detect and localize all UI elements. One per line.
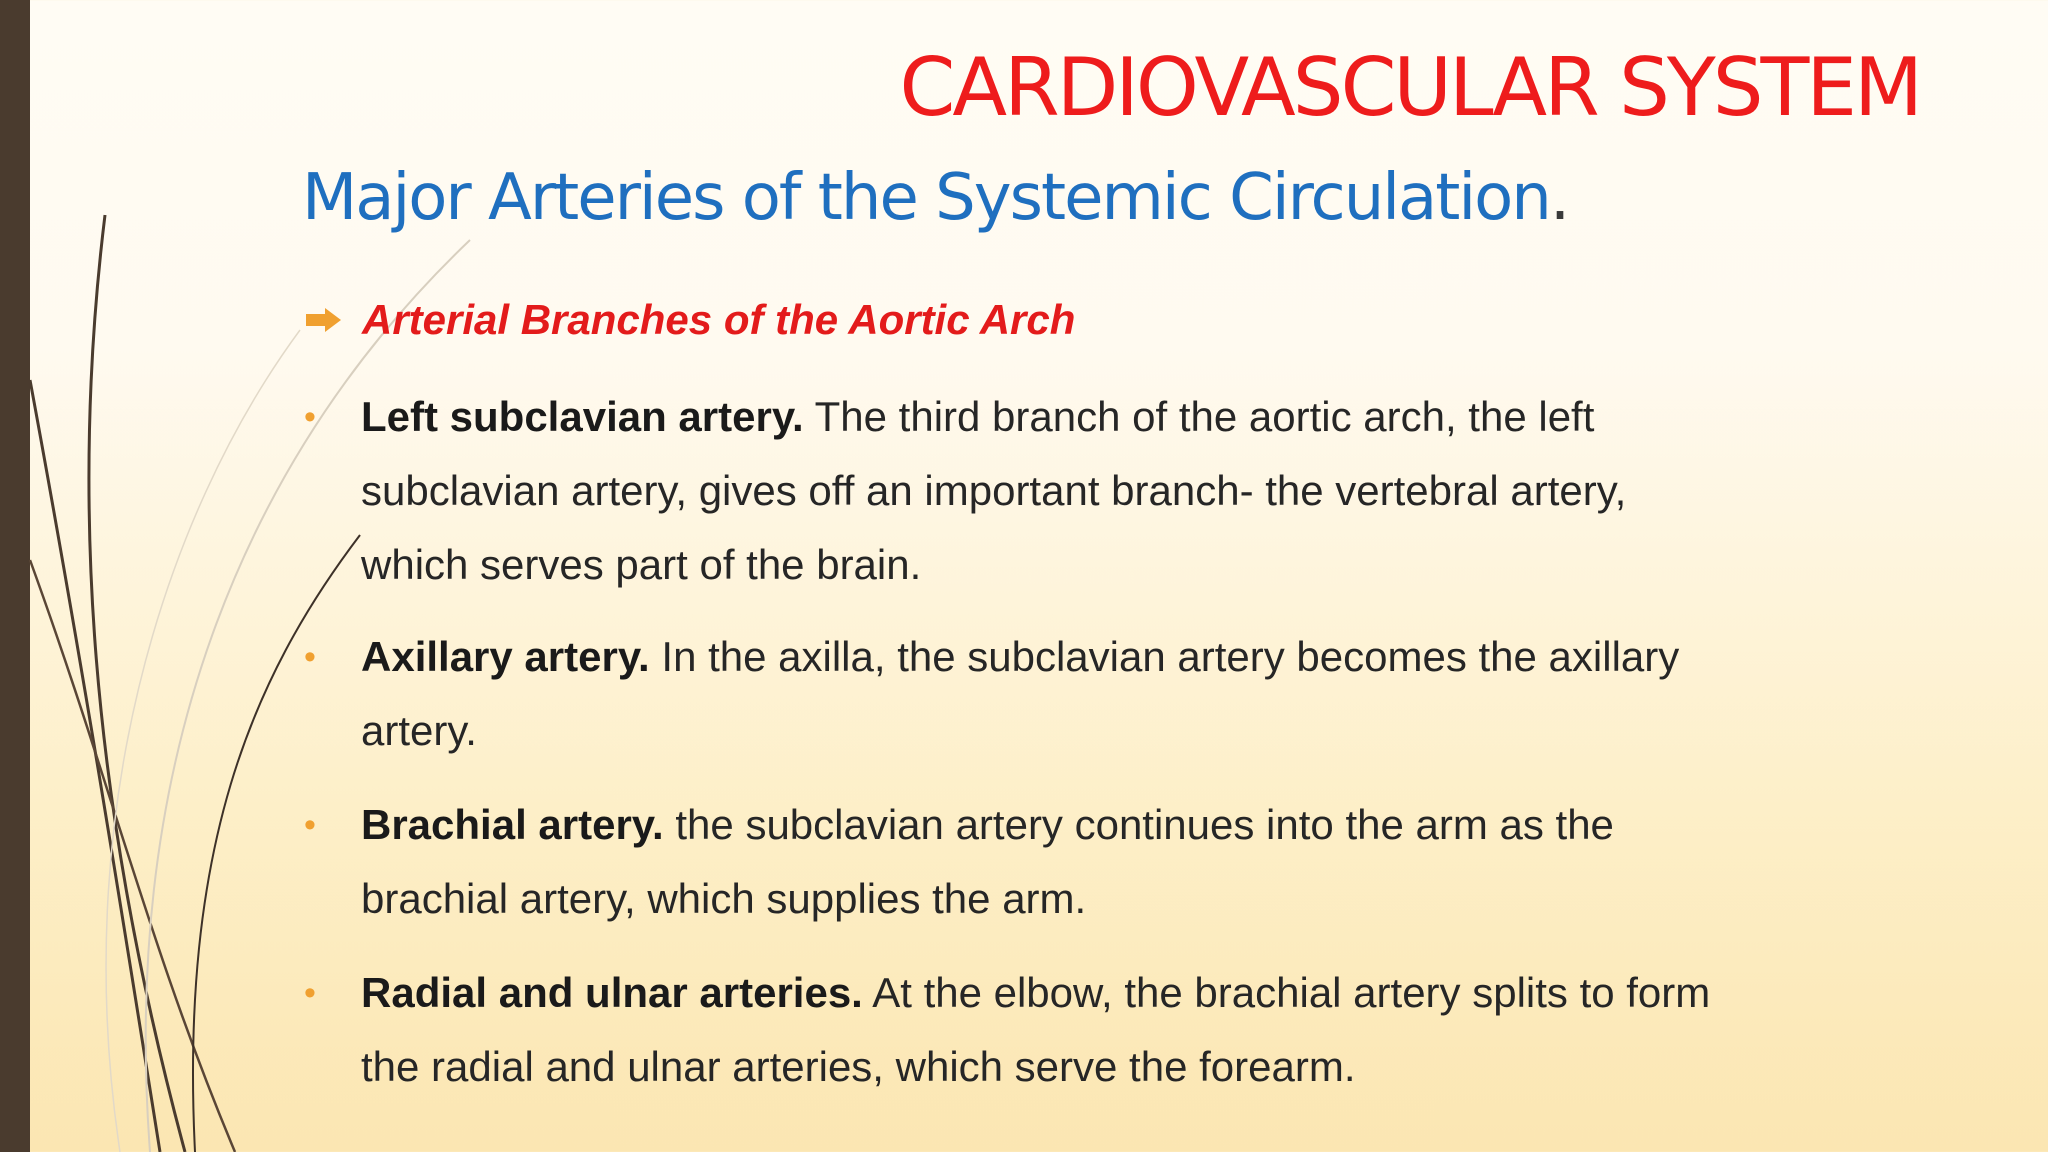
bullet-text: [361, 788, 2048, 936]
bullet-dot-icon: •: [304, 806, 316, 844]
bullet-term: Axillary artery.: [361, 633, 650, 680]
bullet-body: the subclavian artery continues into the arm as the: [663, 801, 1614, 848]
subtitle-text: Major Arteries of the Systemic Circulation: [302, 161, 1550, 235]
arrow-right-icon: [306, 308, 342, 332]
bullet-text: [361, 620, 2048, 768]
bullet-line: [361, 620, 2048, 694]
bullet-text: [361, 956, 2048, 1104]
bullet-line: [361, 380, 2048, 454]
slide-subtitle: [302, 162, 1568, 236]
bullet-line: [361, 956, 2048, 1030]
bullet-line: which serves part of the brain.: [361, 541, 922, 588]
bullet-term: Brachial artery.: [361, 801, 664, 848]
bullet-body: The third branch of the aortic arch, the left: [803, 393, 1595, 440]
bullet-body: In the axilla, the subclavian artery becomes the axillary: [649, 633, 1680, 680]
bullet-term: Radial and ulnar arteries.: [361, 969, 863, 1016]
section-heading: Arterial Branches of the Aortic Arch: [362, 296, 1076, 343]
bullet-line: subclavian artery, gives off an important branch- the vertebral artery,: [361, 467, 1627, 514]
slide-title: CARDIOVASCULAR SYSTEM: [899, 41, 1920, 134]
bullet-line: brachial artery, which supplies the arm.: [361, 875, 1087, 922]
bullet-dot-icon: •: [304, 398, 316, 436]
bullet-body: At the elbow, the brachial artery splits to form: [862, 969, 1711, 1016]
bullet-dot-icon: •: [304, 974, 316, 1012]
bullet-text: [361, 380, 2048, 602]
bullet-term: Left subclavian artery.: [361, 393, 804, 440]
bullet-dot-icon: •: [304, 638, 316, 676]
subtitle-period: .: [1549, 161, 1569, 235]
bullet-line: artery.: [361, 707, 477, 754]
bullet-line: the radial and ulnar arteries, which serve the forearm.: [361, 1043, 1356, 1090]
bullet-line: [361, 788, 2048, 862]
